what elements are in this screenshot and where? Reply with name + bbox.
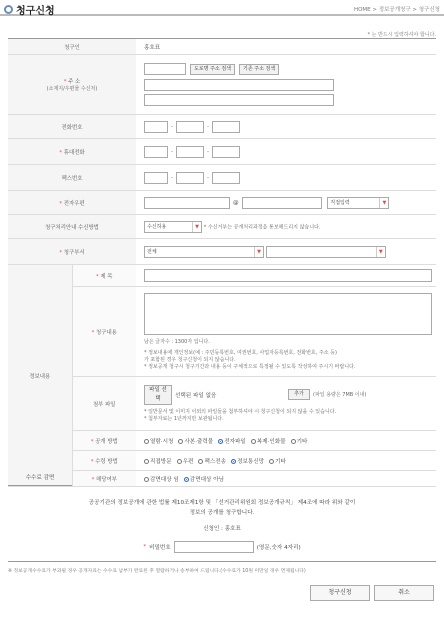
- notify-cell: [136, 215, 436, 239]
- fax-cell: - -: [136, 165, 436, 191]
- password-input[interactable]: [174, 541, 254, 553]
- applicant: 신청인 : 홍호표: [203, 526, 241, 532]
- notice-line2: 정보의 공개를 청구합니다.: [189, 510, 255, 516]
- department-label: * 청구부서: [8, 239, 136, 265]
- chevron-down-icon: ▼: [192, 222, 201, 232]
- disclosure-option[interactable]: [218, 437, 246, 445]
- radio-icon[interactable]: [251, 439, 256, 444]
- radio-icon[interactable]: [218, 439, 223, 444]
- receipt-label: * 수령 방법: [72, 451, 136, 471]
- notify-label: 청구처리안내 수신방법: [8, 215, 136, 239]
- disclosure-option-label: 기타: [296, 438, 308, 445]
- phone-label: 전화번호: [8, 115, 136, 139]
- required-note: * 는 반드시 입력하셔야 합니다.: [367, 32, 436, 38]
- cancel-button[interactable]: 취소: [374, 585, 434, 601]
- content-textarea[interactable]: [144, 293, 432, 335]
- address-cell: [136, 55, 436, 115]
- zipcode-input[interactable]: [144, 63, 186, 75]
- radio-icon[interactable]: [144, 477, 149, 482]
- mobile-part2-input[interactable]: [176, 146, 204, 158]
- mobile-part3-input[interactable]: [212, 146, 240, 158]
- chevron-down-icon: ▼: [254, 247, 263, 257]
- receipt-option[interactable]: [231, 457, 264, 465]
- password-row: * 비밀번호 (영문,숫자 4자리): [8, 541, 436, 553]
- radio-icon[interactable]: [144, 439, 149, 444]
- department-select-1[interactable]: 전체 ▼: [144, 246, 264, 258]
- radio-icon[interactable]: [177, 459, 182, 464]
- phone-part2-input[interactable]: [176, 121, 204, 133]
- disclosure-option[interactable]: [144, 437, 173, 445]
- page-header: [0, 0, 444, 16]
- subject-input[interactable]: [144, 269, 432, 282]
- disclosure-option-label: 복제·인화물: [256, 438, 286, 445]
- fax-part3-input[interactable]: [212, 172, 240, 184]
- receipt-option-label: 우편: [182, 458, 194, 465]
- email-domain-select[interactable]: 직접입력 ▼: [327, 197, 389, 209]
- fax-part2-input[interactable]: [176, 172, 204, 184]
- content-label: * 청구내용: [72, 287, 136, 377]
- receipt-option-label: 정보통신망: [237, 458, 265, 465]
- waiver-option-label: 감면대상 임: [150, 476, 179, 483]
- fax-label: 팩스번호: [8, 165, 136, 191]
- password-note: (영문,숫자 4자리): [256, 545, 301, 551]
- phone-part3-input[interactable]: [212, 121, 240, 133]
- receipt-option-label: 기타: [275, 458, 286, 465]
- waiver-option[interactable]: [144, 475, 179, 483]
- disclosure-option[interactable]: [178, 437, 213, 445]
- request-form: [8, 38, 436, 487]
- address-line1-input[interactable]: [144, 79, 334, 91]
- file-status: 선택된 파일 없음: [175, 392, 217, 399]
- file-label: 첨부 파일: [72, 377, 136, 431]
- page-title: [4, 2, 55, 17]
- department-cell: [136, 239, 436, 265]
- road-address-search-button[interactable]: 도로명 주소 검색: [190, 64, 235, 75]
- disclosure-option[interactable]: [291, 437, 308, 445]
- disclosure-option[interactable]: [251, 437, 286, 445]
- radio-icon[interactable]: [178, 439, 183, 444]
- fee-label: 수수료 감면: [8, 470, 72, 486]
- old-address-search-button[interactable]: 기존 주소 검색: [239, 64, 279, 75]
- receipt-option[interactable]: [198, 457, 226, 465]
- waiver-option-label: 감면대상 아님: [189, 476, 224, 483]
- receipt-option[interactable]: [177, 457, 194, 465]
- department-select-2[interactable]: [266, 246, 386, 258]
- requester-value: 홍호표: [136, 39, 436, 55]
- info-label: 정보내용: [8, 265, 72, 487]
- email-cell: [136, 191, 436, 215]
- chevron-down-icon: ▼: [376, 247, 385, 257]
- chevron-down-icon: ▼: [379, 198, 388, 208]
- address-line2-input[interactable]: [144, 94, 334, 106]
- disclosure-option-label: 사본·출력물: [184, 438, 214, 445]
- disclosure-option-label: 열람·시청: [150, 438, 174, 445]
- disclosure-option-label: 전자파일: [224, 438, 246, 445]
- page-title-text: 청구신청: [16, 6, 55, 17]
- file-add-button[interactable]: 추가: [288, 389, 310, 400]
- address-label: * 주 소 (소재지/우편물 수신처): [8, 55, 136, 115]
- remaining-chars: 남은 글자수 : 1300자 입니다.: [144, 338, 210, 345]
- submit-button[interactable]: 청구신청: [310, 585, 370, 601]
- file-cell: [136, 377, 436, 431]
- email-at-sign: @: [233, 200, 239, 206]
- fee-footer-note: ※ 정보공개수수료가 부과될 경우 공개자료는 수수료 납부가 완료된 후 열람하거나 송부하여 드립니다.(수수료가 10원 미만일 경우 면제됩니다): [8, 569, 306, 574]
- file-size-note: (파일 용량은 7MB 이내): [313, 392, 367, 398]
- title-circle-icon: [4, 5, 13, 14]
- waiver-label: * 해당여부: [72, 471, 136, 487]
- radio-icon[interactable]: [144, 459, 149, 464]
- waiver-option[interactable]: [184, 475, 224, 483]
- disclosure-label: * 공개 방법: [72, 431, 136, 451]
- mobile-cell: - -: [136, 139, 436, 165]
- fax-part1-input[interactable]: [144, 172, 168, 184]
- mobile-label: * 휴대전화: [8, 139, 136, 165]
- receipt-cell: [136, 451, 436, 471]
- phone-cell: - -: [136, 115, 436, 139]
- email-label: * 전자우편: [8, 191, 136, 215]
- content-notes: * 정보내용에 개인정보(예 : 주민등록번호, 여권번호, 사업자등록번호, 전화번호, 주소 등) 가 포함된 경우 청구신청이 되지 않습니다. * 정보공개 청구시 청구기간과 내용 등이 구체적으로 특정될 수 있도록 작성하여 주시기 바랍니다.: [144, 349, 356, 370]
- radio-icon[interactable]: [198, 459, 203, 464]
- mobile-part1-input[interactable]: [144, 146, 168, 158]
- receipt-option-label: 직접방문: [150, 458, 172, 465]
- waiver-cell: [136, 471, 436, 487]
- subject-cell: [136, 265, 436, 287]
- radio-icon[interactable]: [184, 477, 189, 482]
- phone-part1-input[interactable]: [144, 121, 168, 133]
- notice-box: [8, 486, 436, 562]
- receipt-option[interactable]: [144, 457, 172, 465]
- notice-line1: 공공기관의 정보공개에 관한 법률 제10조제1항 및 「선거관리위원회 정보공개규칙」 제4조에 따라 위와 같이: [88, 500, 356, 506]
- receipt-option[interactable]: [269, 457, 286, 465]
- breadcrumb: HOME > 정보공개청구 > 청구신청: [353, 7, 440, 13]
- file-notes: * 일반문서 및 이미지 이외의 파일들을 첨부하셔야 시 청구신청이 되지 않을 수 있습니다. * 첨부자료는 1년까지만 보관됩니다.: [144, 408, 337, 422]
- notify-note: * 수신거부는 공개처리과정을 통보해드리지 않습니다.: [203, 224, 321, 230]
- notify-select[interactable]: 수신허용 ▼: [144, 221, 202, 233]
- content-cell: [136, 287, 436, 377]
- subject-label: * 제 목: [72, 265, 136, 287]
- radio-icon[interactable]: [231, 459, 236, 464]
- file-select-button[interactable]: 파일 선택: [144, 385, 172, 405]
- receipt-option-label: 팩스전송: [204, 458, 227, 465]
- email-domain-input[interactable]: [242, 197, 322, 209]
- password-label: 비밀번호: [149, 545, 171, 551]
- radio-icon[interactable]: [291, 439, 296, 444]
- requester-label: 청구인: [8, 39, 136, 55]
- radio-icon[interactable]: [269, 459, 274, 464]
- email-id-input[interactable]: [144, 197, 230, 209]
- disclosure-cell: [136, 431, 436, 451]
